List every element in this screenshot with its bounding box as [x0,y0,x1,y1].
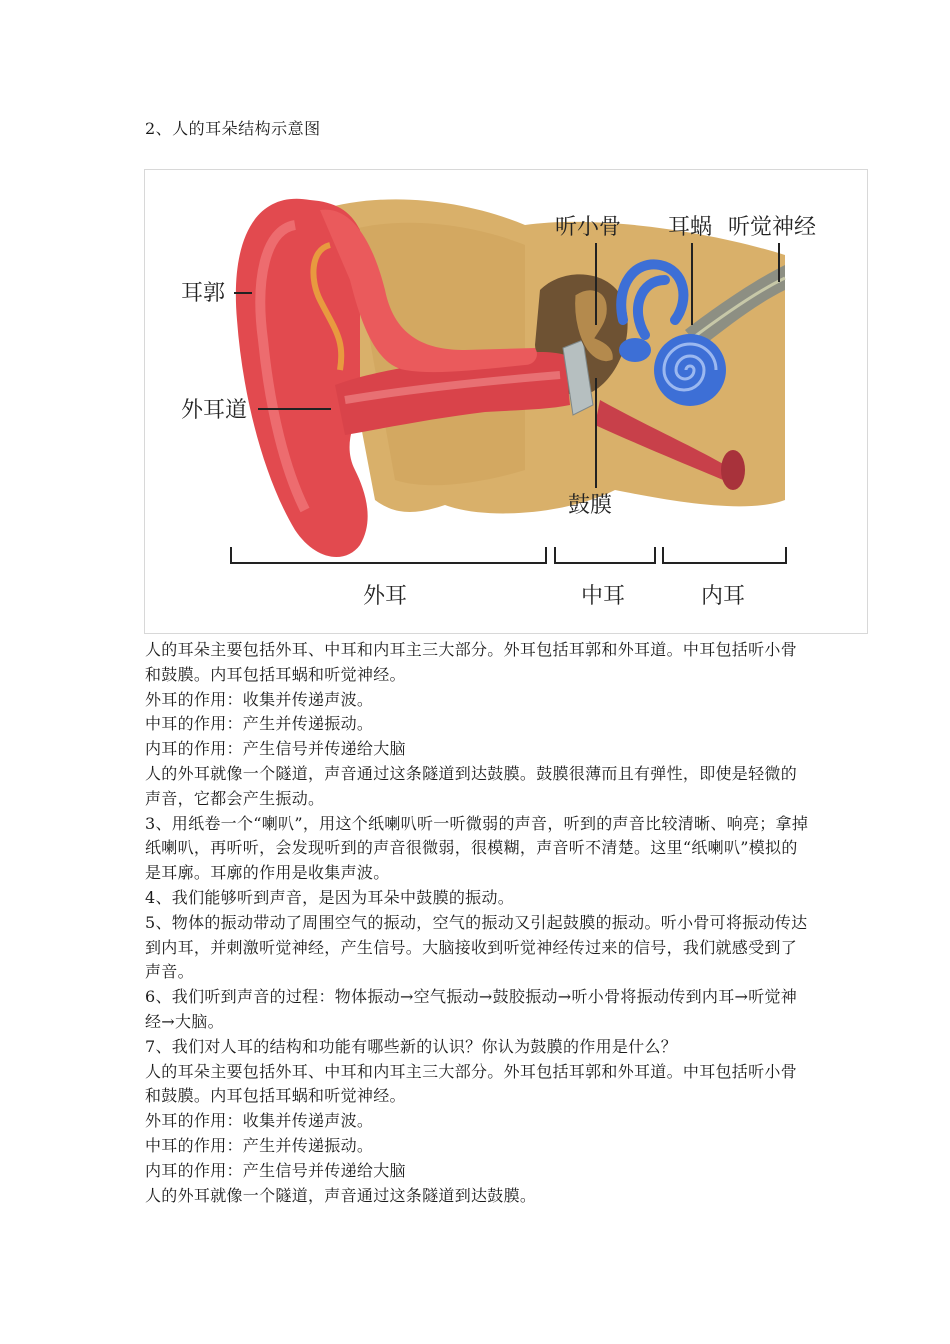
label-outer-ear: 外耳 [363,584,408,609]
ear-illustration [145,170,867,633]
paragraph: 3、用纸卷一个“喇叭”，用这个纸喇叭听一听微弱的声音，听到的声音比较清晰、响亮；拿掉纸喇叭，再听听，会发现听到的声音很微弱，很模糊，声音听不清楚。这里“纸喇叭”模拟的是耳廓。耳廓的作用是收集声波。 [145,813,809,883]
label-eardrum: 鼓膜 [568,493,613,518]
paragraph: 中耳的作用：产生并传递振动。 [145,1135,374,1155]
outer-ear-bracket [231,547,546,563]
tube-opening [721,450,745,490]
label-pinna: 耳郭 [181,281,226,306]
paragraph: 人的耳朵主要包括外耳、中耳和内耳主三大部分。外耳包括耳郭和外耳道。中耳包括听小骨和鼓膜。内耳包括耳蜗和听觉神经。 [145,1061,798,1106]
paragraph: 7、我们对人耳的结构和功能有哪些新的认识？你认为鼓膜的作用是什么？ [145,1036,678,1056]
paragraph: 人的耳朵主要包括外耳、中耳和内耳主三大部分。外耳包括耳郭和外耳道。中耳包括听小骨和鼓膜。内耳包括耳蜗和听觉神经。 [145,640,798,684]
label-auditory-nerve: 听觉神经 [728,215,817,240]
paragraph: 内耳的作用：产生信号并传递给大脑 [145,739,406,759]
paragraph: 6、我们听到声音的过程：物体振动→空气振动→鼓胶振动→听小骨将振动传到内耳→听觉神经→大脑。 [145,987,798,1031]
label-ear-canal: 外耳道 [181,398,248,423]
paragraph: 外耳的作用：收集并传递声波。 [145,1111,374,1131]
label-middle-ear: 中耳 [581,584,626,609]
vestibule [619,338,651,362]
section-heading: 2、人的耳朵结构示意图 [145,119,321,138]
paragraph: 中耳的作用：产生并传递振动。 [145,714,374,734]
paragraph: 内耳的作用：产生信号并传递给大脑 [145,1160,406,1180]
label-ossicles: 听小骨 [555,215,622,240]
paragraph: 5、物体的振动带动了周围空气的振动，空气的振动又引起鼓膜的振动。听小骨可将振动传达到内耳，并刺激听觉神经，产生信号。大脑接收到听觉神经传过来的信号，我们就感受到了声音。 [145,912,808,982]
middle-ear-bracket [555,547,655,563]
paragraph: 4、我们能够听到声音，是因为耳朵中鼓膜的振动。 [145,887,515,907]
body-text [145,638,810,1208]
label-cochlea: 耳蜗 [668,215,713,240]
paragraph: 人的外耳就像一个隧道，声音通过这条隧道到达鼓膜。 [145,1185,537,1205]
paragraph: 外耳的作用：收集并传递声波。 [145,689,374,709]
paragraph: 人的外耳就像一个隧道，声音通过这条隧道到达鼓膜。鼓膜很薄而且有弹性，即使是轻微的声音，它都会产生振动。 [145,763,798,808]
ear-structure-diagram [144,169,868,634]
label-inner-ear: 内耳 [701,584,746,609]
inner-ear-bracket [663,547,786,563]
